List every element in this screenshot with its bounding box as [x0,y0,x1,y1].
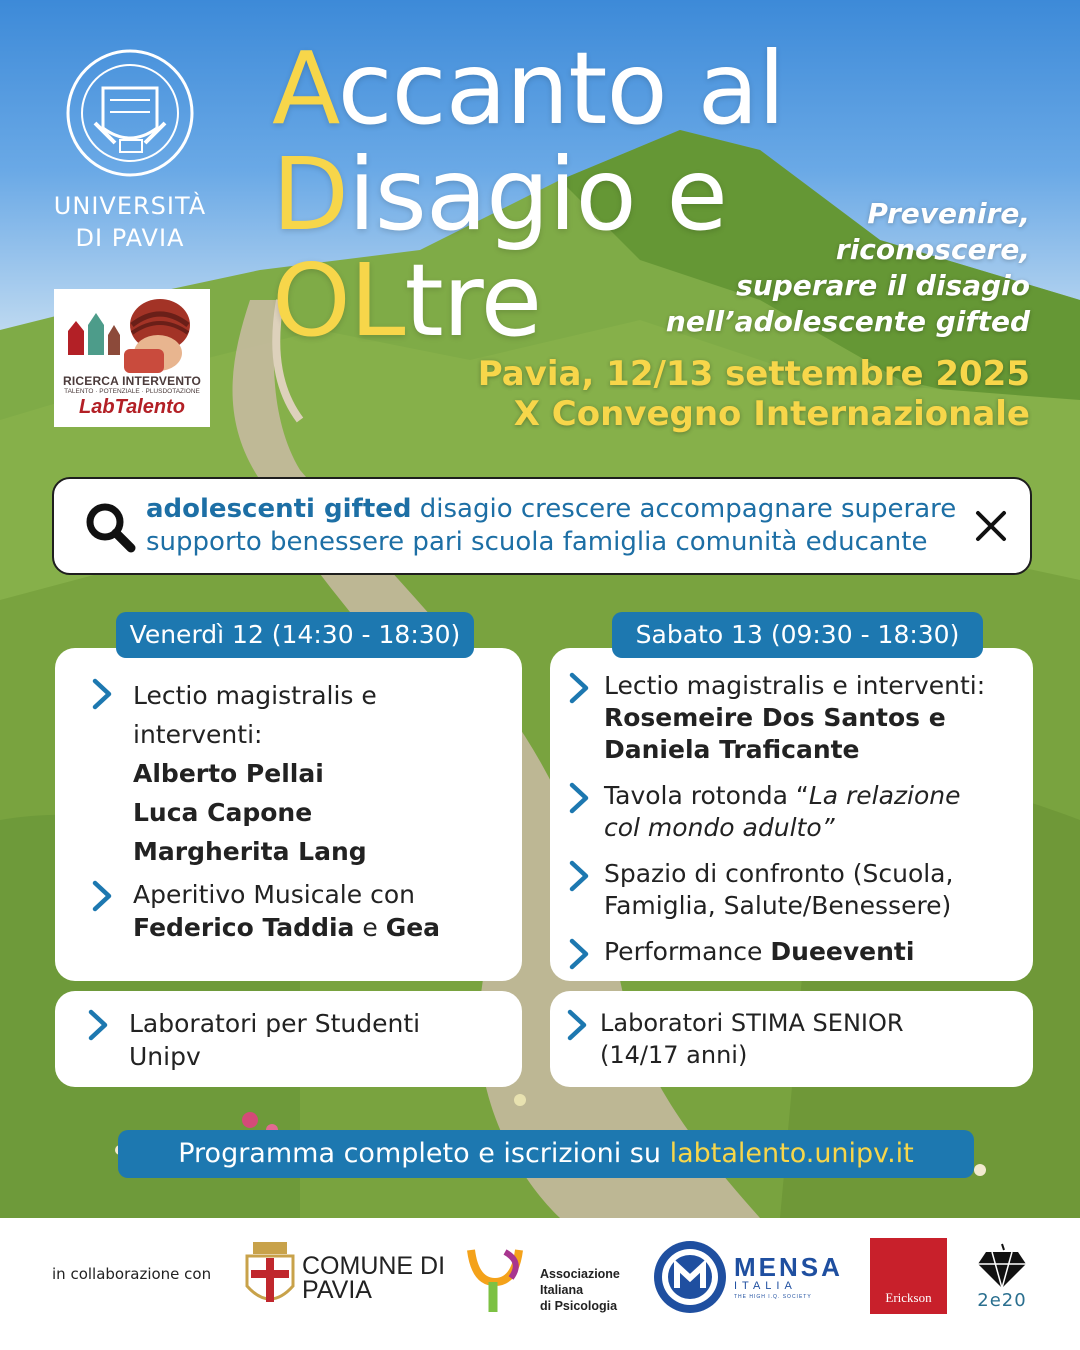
title-line1-rest: ccanto al [337,30,785,147]
saturday-item2-prefix: Tavola rotonda “ [604,781,809,810]
list-item-text [604,670,985,766]
chevron-right-icon [568,672,590,704]
speaker-name: Rosemeire Dos Santos e [604,703,946,732]
tagline [590,196,1030,340]
search-icon [84,501,136,553]
chevron-right-icon [568,782,590,814]
event-date: Pavia, 12/13 settembre 2025 [477,354,1030,394]
title-line3-rest: tre [404,242,542,359]
tagline-line1: Prevenire, [867,197,1030,230]
chevron-right-icon [91,678,113,710]
tagline-line2: riconoscere, [835,233,1030,266]
label-2e20: 2e20 [977,1290,1027,1311]
labtalento-illustration-icon [62,295,202,377]
mensa-logo [734,1254,843,1301]
university-logo [52,48,208,254]
friday-lab-card [55,991,522,1087]
search-line2: supporto benessere pari scuola famiglia comunità educante [146,527,928,557]
comune-line2: PAVIA [302,1276,372,1304]
close-icon[interactable] [974,509,1008,543]
saturday-schedule-pill: Sabato 13 (09:30 - 18:30) [612,612,983,658]
search-bold-term: adolescenti gifted [146,494,412,524]
saturday-item1-line1: Lectio magistralis e interventi: [604,671,986,700]
list-item-text [604,858,953,922]
list-item-text [604,780,961,844]
title-line3-initial: OL [272,242,405,359]
search-bar[interactable] [52,477,1032,575]
erickson-name: Erickson [885,1290,932,1305]
list-item-text [604,936,914,968]
aip-line1: Associazione [540,1267,620,1281]
chevron-right-icon [87,1009,109,1041]
mensa-name: MENSA [734,1252,843,1282]
saturday-item2-italic: La relazione [808,781,961,810]
speaker-name: Alberto Pellai [133,759,324,788]
chevron-right-icon [566,1009,588,1041]
title-line2-rest: isagio e [348,136,727,253]
labtalento-logo [54,289,210,427]
registration-banner[interactable] [118,1130,974,1178]
conjunction: e [362,913,378,942]
saturday-lab-card [550,991,1033,1087]
title-line1-initial: A [272,30,338,147]
friday-item2-line2 [133,911,440,944]
university-name-line2: DI PAVIA [75,224,185,252]
friday-lab-line1: Laboratori per Studenti [129,1009,421,1038]
performer-name: Federico Taddia [133,913,355,942]
friday-program-card [55,648,522,981]
erickson-logo [870,1238,947,1314]
aip-line3: di Psicologia [540,1299,618,1313]
registration-text: Programma completo e iscrizioni su [178,1138,661,1169]
saturday-item2-line1 [604,780,961,812]
saturday-program-card [550,648,1033,981]
mensa-country: ITALIA [734,1280,797,1292]
collaboration-label: in collaborazione con [52,1265,212,1283]
aip-psi-icon [465,1242,527,1314]
diamond-2e20-icon [976,1242,1028,1290]
speaker-name: Luca Capone [133,798,313,827]
title-line2-initial: D [272,136,349,253]
partners-footer [0,1218,1080,1350]
saturday-item4 [604,936,914,968]
speaker-name: Daniela Traficante [604,735,860,764]
saturday-item3-line1: Spazio di confronto (Scuola, [604,859,954,888]
event-edition: X Convegno Internazionale [513,394,1030,434]
performer-name: Dueeventi [770,937,915,966]
search-line1 [146,493,976,526]
comune-line1: COMUNE DI [302,1252,446,1280]
friday-schedule-pill: Venerdì 12 (14:30 - 18:30) [116,612,474,658]
list-item-text [129,1007,420,1073]
chevron-right-icon [91,880,113,912]
chevron-right-icon [568,938,590,970]
aip-logo [540,1266,620,1314]
friday-item2-line1: Aperitivo Musicale con [133,880,415,909]
university-seal-icon [65,48,195,178]
search-line1-rest: disagio crescere accompagnare superare [419,494,957,524]
friday-item1-line1: Lectio magistralis e [133,681,377,710]
labtalento-name: LabTalento [79,396,185,418]
performer-name: Gea [385,913,441,942]
saturday-item2-italic-line2: col mondo adulto” [604,813,835,842]
labtalento-subtitle: TALENTO · POTENZIALE · PLUSDOTAZIONE [64,388,200,395]
comune-pavia-logo [302,1254,445,1302]
search-query[interactable] [146,493,976,559]
labtalento-tagline: RICERCA INTERVENTO [62,374,202,388]
list-item-text [133,676,377,871]
list-item-text [133,878,440,944]
comune-pavia-crest-icon [243,1240,297,1314]
saturday-lab-line1: Laboratori STIMA SENIOR [600,1009,904,1037]
university-name-line1: UNIVERSITÀ [53,192,207,220]
registration-link[interactable]: labtalento.unipv.it [669,1138,914,1169]
tagline-line4: nell’adolescente gifted [665,305,1030,338]
saturday-item3-line2: Famiglia, Salute/Benessere) [604,891,952,920]
speaker-name: Margherita Lang [133,837,367,866]
aip-line2: Italiana [540,1283,584,1297]
mensa-logo-icon [651,1238,729,1316]
friday-item1-line2: interventi: [133,720,263,749]
chevron-right-icon [568,860,590,892]
friday-lab-line2: Unipv [129,1042,201,1071]
tagline-line3: superare il disagio [736,269,1030,302]
list-item-text [600,1007,904,1071]
saturday-item4-prefix: Performance [604,937,763,966]
event-info [390,354,1030,434]
title-line1 [272,30,785,147]
mensa-subtitle: THE HIGH I.Q. SOCIETY [734,1294,812,1300]
saturday-lab-line2: (14/17 anni) [600,1041,748,1069]
